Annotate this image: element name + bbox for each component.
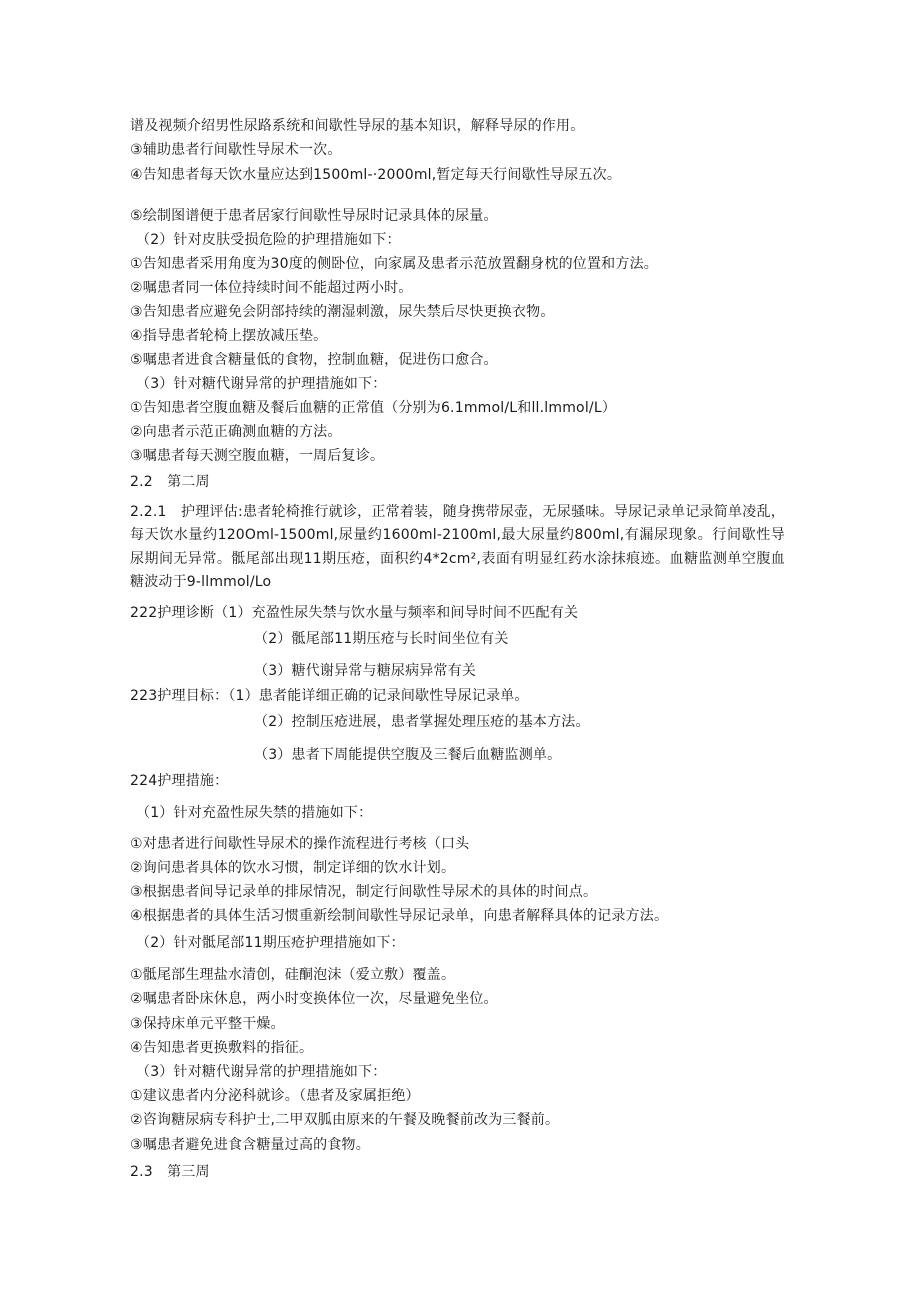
section-heading: （3）针对糖代谢异常的护理措施如下： [136,376,387,392]
section-heading: （1）针对充盈性尿失禁的措施如下： [136,805,373,821]
text-line: ④指导患者轮椅上摆放减压垫。 [130,328,328,344]
text-line: ③嘱患者避免进食含糖量过高的食物。 [130,1137,370,1153]
text-line: 谱及视频介绍男性尿路系统和间歇性导尿的基本知识，解释导尿的作用。 [130,118,585,134]
text-line: ③嘱患者每天测空腹血糖，一周后复诊。 [130,448,385,464]
text-line: ①告知患者采用角度为30度的侧卧位，向家属及患者示范放置翻身枕的位置和方法。 [130,256,658,272]
text-line: ①对患者进行间歇性导尿术的操作流程进行考核（口头 [130,836,470,852]
goal-line: 223护理目标：（1）患者能详细正确的记录间歇性导尿记录单。 [130,688,529,704]
text-line: ④告知患者更换敷料的指征。 [130,1040,314,1056]
measures-heading: 224护理措施： [130,773,229,789]
diagnosis-line: （3）糖代谢异常与糖尿病异常有关 [254,663,477,679]
section-heading: （2）针对骶尾部11期压疮护理措施如下： [136,935,405,951]
text-line: ②嘱患者同一体位持续时间不能超过两小时。 [130,280,413,296]
week-heading: 2.3 第三周 [130,1164,210,1180]
text-line: ②咨询糖尿病专科护士,二甲双胍由原来的午餐及晚餐前改为三餐前。 [130,1112,560,1128]
text-line: ②询问患者具体的饮水习惯，制定详细的饮水计划。 [130,860,456,876]
text-line: ②向患者示范正确测血糖的方法。 [130,424,342,440]
text-line: ③保持床单元平整干燥。 [130,1016,285,1032]
text-line: ③根据患者间导记录单的排尿情况，制定行间歇性导尿术的具体的时间点。 [130,884,598,900]
text-line: ①建议患者内分泌科就诊。（患者及家属拒绝） [130,1088,420,1104]
text-line: ⑤绘制图谱便于患者居家行间歇性导尿时记录具体的尿量。 [130,208,498,224]
diagnosis-line: （2）骶尾部11期压疮与长时间坐位有关 [254,631,509,647]
goal-line: （3）患者下周能提供空腹及三餐后血糖监测单。 [254,747,562,763]
assessment-paragraph: 2.2.1 护理评估:患者轮椅推行就诊，正常着装，随身携带尿壶，无尿骚味。导尿记录单记录简单凌乱，每天饮水量约120Oml-1500ml,尿量约1600ml-2100ml,最大尿量约800ml,有漏尿现象。行间歇性导尿期间无异常。骶尾部出现11期压疮，面积约4*2cm²,表面有明显红药水涂抹痕迹。血糖监测单空腹血糖波动于9-llmmol/Lo [130,504,785,590]
text-line: ①骶尾部生理盐水清创，硅酮泡沫（爱立敷）覆盖。 [130,967,456,983]
text-line: ②嘱患者卧床休息，两小时变换体位一次，尽量避免坐位。 [130,991,498,1007]
text-line: ⑤嘱患者进食含糖量低的食物，控制血糖，促进伤口愈合。 [130,352,498,368]
diagnosis-line: 222护理诊断（1）充盈性尿失禁与饮水量与频率和间导时间不匹配有关 [130,605,579,621]
text-line: ③告知患者应避免会阴部持续的潮湿刺激，尿失禁后尽快更换衣物。 [130,304,555,320]
section-heading: （2）针对皮肤受损危险的护理措施如下： [136,232,401,248]
section-heading: （3）针对糖代谢异常的护理措施如下： [136,1064,387,1080]
text-line: ①告知患者空腹血糖及餐后血糖的正常值（分别为6.1mmol∕L和ll.lmmol/L） [130,400,617,416]
goal-line: （2）控制压疮进展，患者掌握处理压疮的基本方法。 [254,714,590,730]
text-line: ③辅助患者行间歇性导尿术一次。 [130,142,342,158]
week-heading: 2.2 第二周 [130,474,210,490]
text-line: ④告知患者每天饮水量应达到1500ml-·2000ml,暂定每天行间歇性导尿五次。 [130,167,622,183]
text-line: ④根据患者的具体生活习惯重新绘制间歇性导尿记录单，向患者解释具体的记录方法。 [130,908,669,924]
